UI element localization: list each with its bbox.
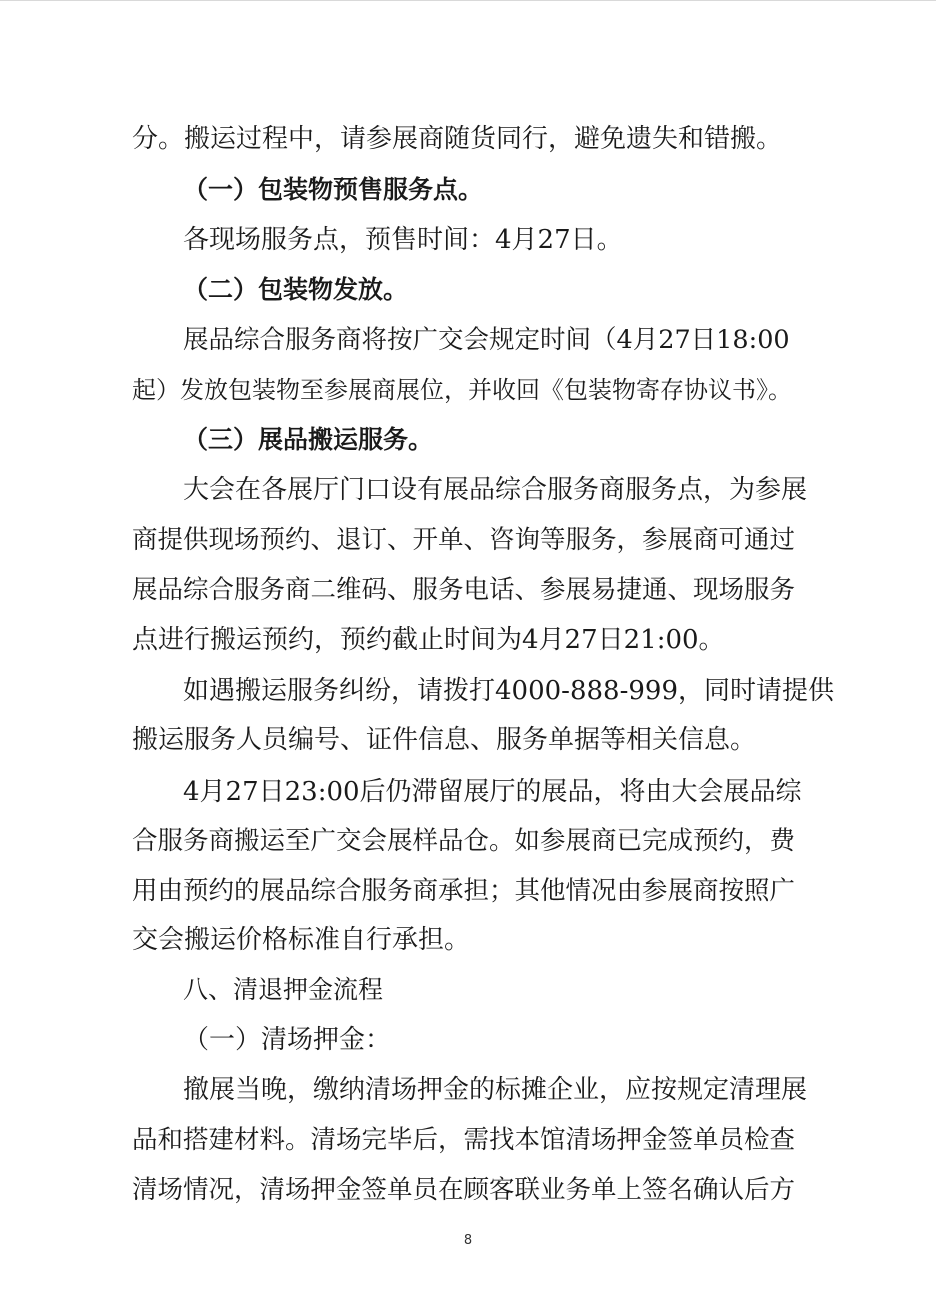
body-line: （一）清场押金： bbox=[183, 1025, 392, 1055]
body-line: 展品综合服务商二维码、服务电话、参展易捷通、现场服务 bbox=[132, 575, 796, 605]
section-heading: 八、清退押金流程 bbox=[183, 975, 384, 1004]
subheading: （一）包装物预售服务点。 bbox=[183, 175, 484, 204]
body-line: 大会在各展厅门口设有展品综合服务商服务点，为参展 bbox=[183, 475, 808, 505]
subheading: （三）展品搬运服务。 bbox=[183, 425, 434, 454]
subheading: （二）包装物发放。 bbox=[183, 275, 409, 304]
body-line: 合服务商搬运至广交会展样品仓。如参展商已完成预约，费 bbox=[132, 826, 796, 856]
body-line: 4月27日23:00后仍滞留展厅的展品，将由大会展品综 bbox=[183, 777, 802, 807]
page-number: 8 bbox=[463, 1233, 473, 1248]
body-line: 商提供现场预约、退订、开单、咨询等服务，参展商可通过 bbox=[132, 525, 796, 555]
body-line: 用由预约的展品综合服务商承担；其他情况由参展商按照广 bbox=[132, 876, 796, 906]
body-line: 品和搭建材料。清场完毕后，需找本馆清场押金签单员检查 bbox=[132, 1125, 796, 1155]
body-line: 交会搬运价格标准自行承担。 bbox=[132, 925, 471, 955]
body-line: 展品综合服务商将按广交会规定时间（4月27日18:00 bbox=[183, 325, 790, 355]
body-line: 分。搬运过程中，请参展商随货同行，避免遗失和错搬。 bbox=[132, 124, 783, 154]
body-line: 清场情况，清场押金签单员在顾客联业务单上签名确认后方 bbox=[132, 1175, 796, 1205]
body-line: 各现场服务点，预售时间：4月27日。 bbox=[183, 225, 623, 255]
body-line: 撤展当晚，缴纳清场押金的标摊企业，应按规定清理展 bbox=[183, 1075, 808, 1105]
body-line: 起）发放包装物至参展商展位，并收回《包装物寄存协议书》。 bbox=[132, 376, 792, 404]
body-line: 如遇搬运服务纠纷，请拨打4000-888-999，同时请提供 bbox=[183, 676, 834, 706]
body-line: 搬运服务人员编号、证件信息、服务单据等相关信息。 bbox=[132, 725, 757, 755]
body-line: 点进行搬运预约，预约截止时间为4月27日21:00。 bbox=[132, 625, 725, 655]
